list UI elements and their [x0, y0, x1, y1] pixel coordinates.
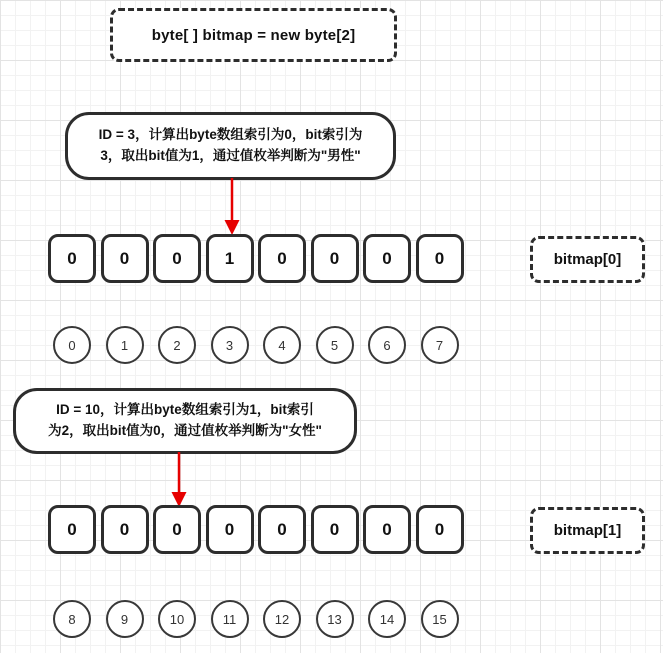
bit-cell: 0	[48, 234, 96, 283]
callout-id10-line2: 为2，取出bit值为0，通过值枚举判断为"女性"	[48, 423, 322, 438]
bit-cell: 0	[311, 234, 359, 283]
bit-cell: 0	[416, 234, 464, 283]
bit-row-bitmap1	[48, 505, 464, 554]
byte-array-declaration-box	[110, 8, 397, 62]
bit-cell: 0	[363, 505, 411, 554]
bit-cell: 0	[416, 505, 464, 554]
bit-cell: 0	[101, 505, 149, 554]
index-circle: 4	[263, 326, 301, 364]
bit-cell: 0	[101, 234, 149, 283]
index-circle: 11	[211, 600, 249, 638]
callout-bubble-id3	[65, 112, 396, 180]
callout-bubble-id10	[13, 388, 357, 454]
index-circle: 9	[106, 600, 144, 638]
callout-id3-line2: 3，取出bit值为1，通过值枚举判断为"男性"	[100, 148, 361, 163]
bit-cell: 0	[153, 505, 201, 554]
bit-cell: 0	[258, 234, 306, 283]
bit-cell: 1	[206, 234, 254, 283]
red-arrow-down-to-bit10	[167, 452, 191, 508]
bit-cell: 0	[153, 234, 201, 283]
index-circle: 10	[158, 600, 196, 638]
index-circle: 2	[158, 326, 196, 364]
bit-row-bitmap0	[48, 234, 464, 283]
byte-array-declaration-text: byte[ ] bitmap = new byte[2]	[151, 26, 356, 44]
callout-id10-line1: ID = 10，计算出byte数组索引为1，bit索引	[56, 402, 314, 418]
bitmap0-label-text: bitmap[0]	[553, 251, 622, 268]
bit-cell: 0	[206, 505, 254, 554]
index-circle: 8	[53, 600, 91, 638]
index-circle: 1	[106, 326, 144, 364]
index-row-bitmap0	[53, 326, 459, 364]
index-circle: 6	[368, 326, 406, 364]
index-circle: 12	[263, 600, 301, 638]
red-arrow-down-to-bit3	[220, 178, 244, 236]
callout-id3-line1: ID = 3，计算出byte数组索引为0，bit索引为	[98, 127, 363, 143]
index-circle: 15	[421, 600, 459, 638]
index-circle: 0	[53, 326, 91, 364]
index-circle: 5	[316, 326, 354, 364]
index-row-bitmap1	[53, 600, 459, 638]
bitmap1-label-box	[530, 507, 645, 554]
bitmap1-label-text: bitmap[1]	[553, 522, 622, 539]
index-circle: 14	[368, 600, 406, 638]
index-circle: 3	[211, 326, 249, 364]
bit-cell: 0	[48, 505, 96, 554]
index-circle: 13	[316, 600, 354, 638]
index-circle: 7	[421, 326, 459, 364]
bit-cell: 0	[363, 234, 411, 283]
bit-cell: 0	[311, 505, 359, 554]
bitmap0-label-box	[530, 236, 645, 283]
bit-cell: 0	[258, 505, 306, 554]
